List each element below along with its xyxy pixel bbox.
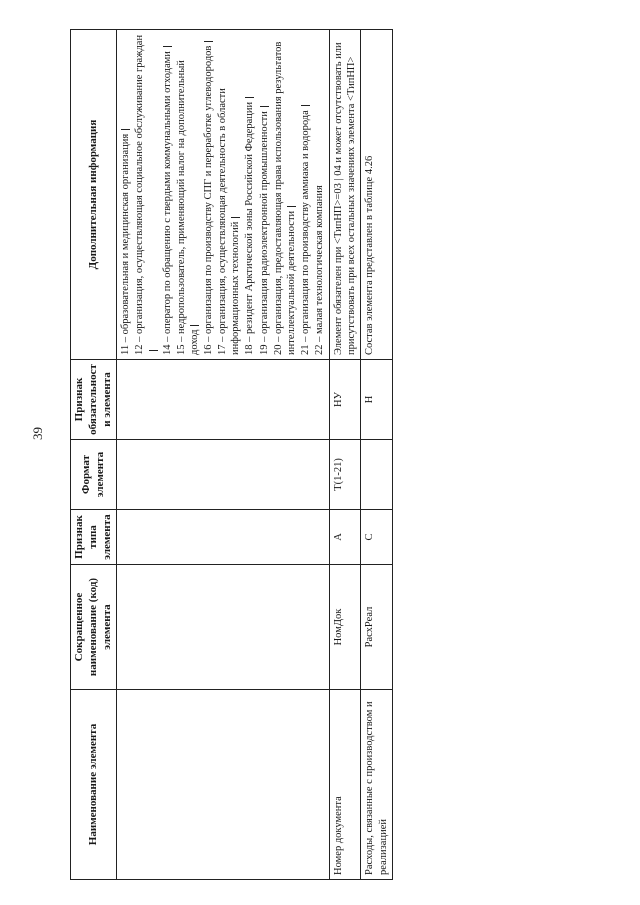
list-item: 21 – организация по производству аммиака и водорода	[299, 34, 312, 355]
row-element-required: НУ	[330, 360, 361, 440]
list-item: 14 – оператор по обращению с твердыми коммунальными отходами	[161, 34, 174, 355]
list-item: 20 – организация, предоставляющая права использования результатов интеллектуальной деятельности	[272, 41, 297, 355]
row-element-name: Номер документа	[330, 690, 361, 880]
header-element-type: Признак типа элемента	[71, 510, 117, 565]
row-element-type: А	[330, 510, 361, 565]
header-element-code: Сокращенное наименование (код) элемента	[71, 565, 117, 690]
list-item: 12 – организация, осуществляющая социальное обслуживание граждан	[133, 34, 159, 355]
list-item: 11 – образовательная и медицинская организация	[119, 34, 132, 355]
list-item: 18 – резидент Арктической зоны Российской Федерации	[243, 34, 256, 355]
header-element-required: Признак обязательности элемента	[71, 360, 117, 440]
row-element-code: НомДок	[330, 565, 361, 690]
continuation-info-cell	[117, 30, 330, 360]
list-item: 15 – недропользователь, применяющий налог на дополнительный доход	[175, 60, 200, 355]
row-element-format: T(1-21)	[330, 440, 361, 510]
table-row-continuation	[117, 30, 330, 880]
header-additional-info: Дополнительная информация	[71, 30, 117, 360]
rotated-table-container	[70, 30, 510, 880]
page-number: 39	[30, 427, 45, 440]
table-row	[361, 30, 392, 880]
row-additional-info: Элемент обязателен при <ТипНП>=03 | 04 и может отсутствовать или присутствовать при всех остальных значениях элемента <ТипНП>	[330, 30, 361, 360]
table-row	[330, 30, 361, 880]
header-element-format: Формат элемента	[71, 440, 117, 510]
header-element-name: Наименование элемента	[71, 690, 117, 880]
row-additional-info: Состав элемента представлен в таблице 4.26	[361, 30, 392, 360]
list-item: 19 – организация радиоэлектронной промышленности	[258, 34, 271, 355]
row-element-format	[361, 440, 392, 510]
list-item: 17 – организация, осуществляющая деятельность в области информационных технологий	[217, 88, 242, 355]
row-element-type: С	[361, 510, 392, 565]
row-element-code: РасхРеал	[361, 565, 392, 690]
list-item: 16 – организация по производству СПГ и переработке углеводородов	[202, 34, 215, 355]
row-element-name: Расходы, связанные с производством и реализацией	[361, 690, 392, 880]
elements-table	[70, 29, 393, 880]
list-item: 22 – малая технологическая компания	[314, 185, 325, 355]
table-header-row	[71, 30, 117, 880]
taxpayer-type-list	[119, 34, 326, 355]
row-element-required: Н	[361, 360, 392, 440]
